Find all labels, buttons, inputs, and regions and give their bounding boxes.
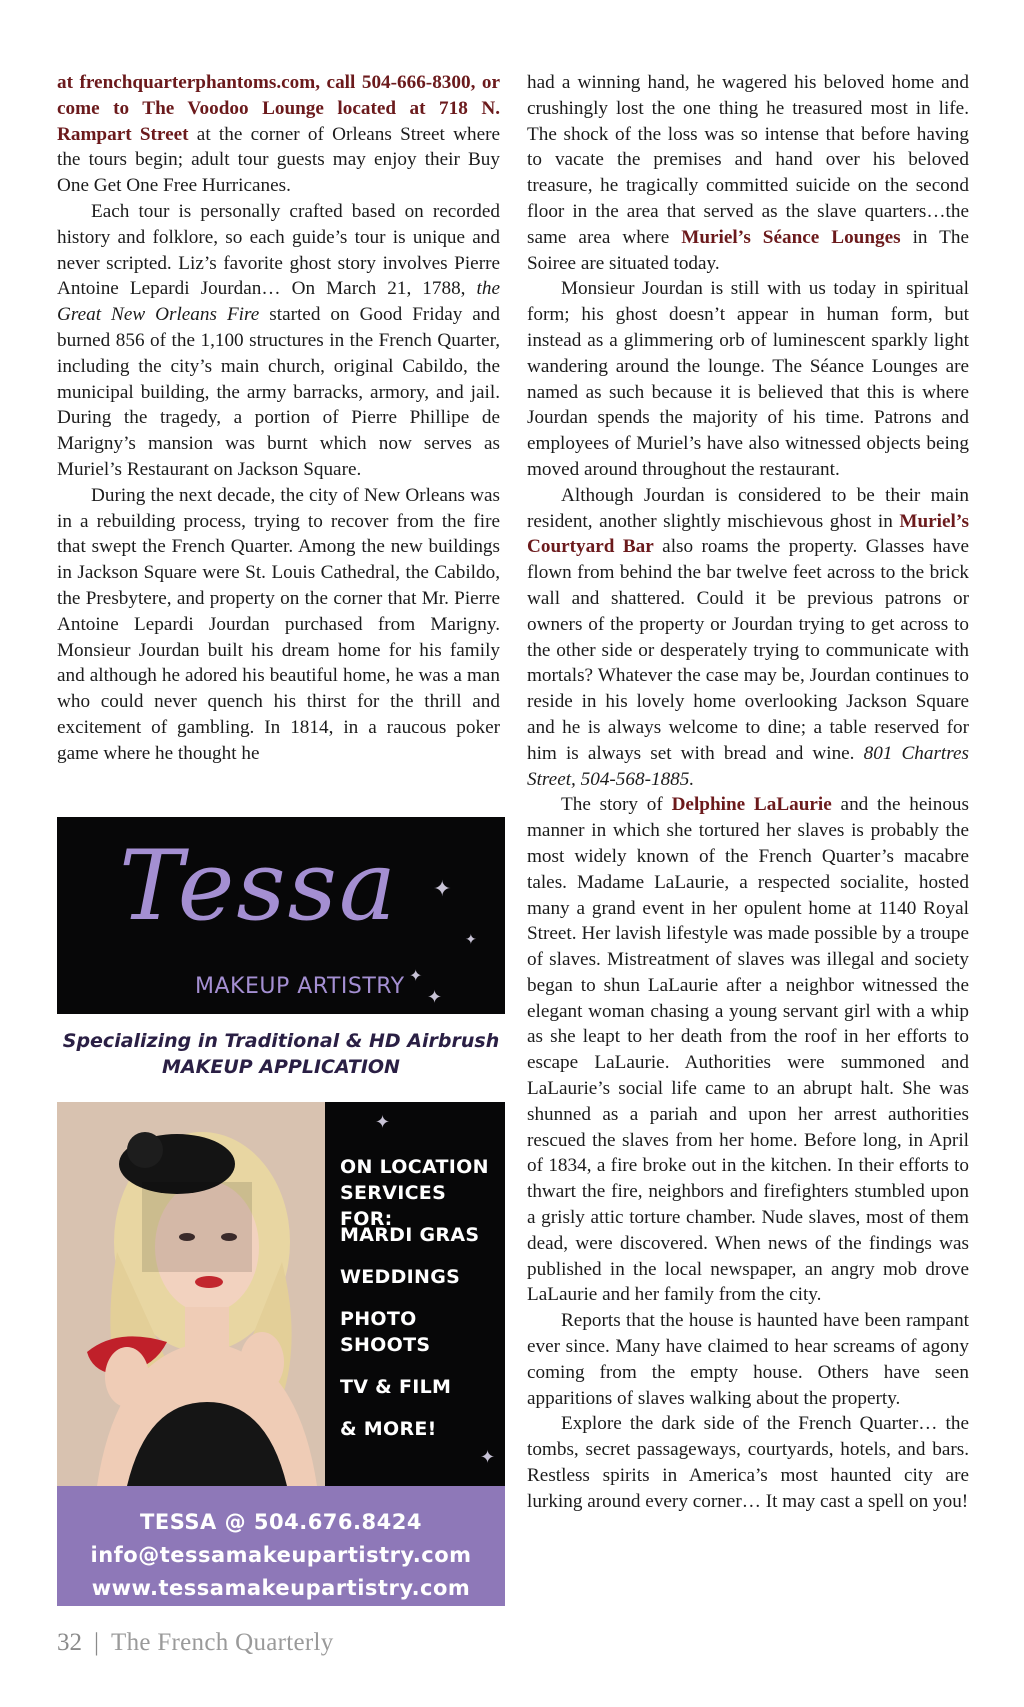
service-photo: PHOTO: [340, 1308, 417, 1330]
right-p3-text-start: Although Jourdan is considered to be their main resident, another slightly mischievous ghost in: [527, 484, 969, 532]
right-p3-text-mid: also roams the property. Glasses have flown from behind the bar twelve feet across to the brick wall and shattered. Could it be previous patrons or owners of the property or Jourdan trying to get across to the other side or desperately trying to communicate with mortals? Whatever the case may be, Jourdan continues to reside in his lovely home overlooking Jackson Square and he is always welcome to dine; a table reserved for him is always set with bread and wine.: [527, 536, 969, 764]
fire-title-italic: the Great New Orleans Fire: [57, 278, 500, 326]
sparkle-icon: ✦: [375, 1112, 391, 1133]
lalaurie-highlight: Delphine LaLaurie: [671, 794, 832, 816]
page-footer: [57, 1628, 334, 1658]
footer-separator: |: [94, 1629, 100, 1656]
right-p4-text-end: and the heinous manner in which she tortured her slaves is probably the most widely known of the French Quarter’s macabre tales. Madame LaLaurie, a respected socialite, hosted many a grand event in her opulent home at 1140 Royal Street. Her lavish lifestyle was made possible by a troupe of slaves. Mistreatment of slaves was illegal and society began to shun LaLaurie after a neighbor witnessed the elegant woman chasing a young servant girl with a whip as she leapt to her death from the roof in her efforts to escape LaLaurie. Authorities were summoned and LaLaurie’s social life came to an abrupt halt. She was shunned as a pariah and upon her arrest authorities rescued the slaves from her home. Before long, in April of 1834, a fire broke out in the kitchen. In their efforts to thwart the fire, neighbors and firefighters stumbled upon a grisly attic torture chamber. Nude slaves, most of them dead, were discovered. When news of the findings was published in the local newspaper, an angry mob drove LaLaurie and her family from the city.: [527, 794, 969, 1306]
courtyard-bar-highlight: Muriel’s Courtyard Bar: [527, 510, 969, 558]
right-p1-text-end: in The Soiree are situated today.: [527, 226, 969, 274]
service-weddings: WEDDINGS: [340, 1266, 461, 1288]
right-paragraph-6: Explore the dark side of the French Quarter… the tombs, secret passageways, courtyards, hotels, and bars. Restless spirits in America’s most haunted city are lurking around every corner… It may cast a spell on you!: [527, 1413, 969, 1512]
right-p1-text-start: had a winning hand, he wagered his beloved home and crushingly lost the one thing he treasured most in life. The shock of the loss was so intense that before having to vacate the premises and hand over his beloved treasure, he tragically committed suicide on the second floor in the area that served as the slave quarters…the same area where: [527, 72, 969, 248]
right-p4-text-start: The story of: [561, 794, 672, 816]
ad-website[interactable]: www.tessamakeupartistry.com: [91, 1576, 471, 1600]
ad-subtitle: MAKEUP ARTISTRY: [195, 974, 405, 999]
ad-logo-area: [57, 817, 505, 1014]
sparkle-icon: ✦: [409, 966, 423, 985]
right-paragraph-5: Reports that the house is haunted have been rampant ever since. Many have claimed to hear screams of agony coming from the empty house. Others have seen apparitions of slaves walking about the property.: [527, 1310, 969, 1409]
left-p2-text-start: Each tour is personally crafted based on recorded history and folklore, so each guide’s tour is unique and never scripted. Liz’s favorite ghost story involves Pierre Antoine Lepardi Jourdan… On March 21, 1788,: [57, 200, 500, 300]
right-paragraph-2: Monsieur Jourdan is still with us today in spiritual form; his ghost doesn’t appear in human form, but instead as a glimmering orb of luminescent sparkly light wandering around the lounge. The Séance Lounges are named as such because it is believed that this is where Jourdan spends the majority of his time. Patrons and employees of Muriel’s have also witnessed objects being moved around throughout the restaurant.: [527, 278, 969, 480]
ad-services-panel: [325, 1102, 505, 1486]
muriels-address-italic: 801 Chartres Street, 504-568-1885.: [527, 742, 969, 790]
left-paragraph-2: [57, 199, 500, 483]
tessa-logo: Tessa: [119, 830, 399, 942]
service-shoots: SHOOTS: [340, 1334, 431, 1356]
left-paragraph-1: [57, 70, 500, 199]
tour-contact-highlight: at frenchquarterphantoms.com, call 504-666-8300, or come to The Voodoo Lounge located at 718 N. Rampart Street: [57, 72, 500, 145]
sparkle-icon: ✦: [465, 932, 477, 948]
tagline-line-2: MAKEUP APPLICATION: [162, 1056, 400, 1078]
tagline-line-1: Specializing in Traditional & HD Airbrush: [62, 1030, 500, 1052]
ad-email[interactable]: info@tessamakeupartistry.com: [90, 1543, 472, 1567]
ad-phone[interactable]: TESSA @ 504.676.8424: [140, 1510, 422, 1534]
left-p1-text: at the corner of Orleans Street where the tours begin; adult tour guests may enjoy their Buy One Get One Free Hurricanes.: [57, 123, 500, 197]
sparkle-icon: ✦: [433, 877, 452, 902]
service-tv-film: TV & FILM: [340, 1376, 452, 1398]
seance-lounges-highlight: Muriel’s Séance Lounges: [681, 226, 901, 248]
right-column: [527, 70, 969, 1515]
model-photo: [57, 1102, 325, 1486]
services-heading-1: ON LOCATION: [340, 1156, 489, 1178]
right-paragraph-4: [527, 792, 969, 1308]
ad-tagline: [57, 1014, 505, 1102]
left-paragraph-3: During the next decade, the city of New Orleans was in a rebuilding process, trying to recover from the fire that swept the French Quarter. Among the new buildings in Jackson Square were St. Louis Cathedral, the Cabildo, the Presbytere, and property on the corner that Mr. Pierre Antoine Lepardi Jourdan purchased from Marigny. Monsieur Jourdan built his dream home for his family and although he adored his beautiful home, he was a man who could never quench his thirst for the thrill and excitement of gambling. In 1814, in a raucous poker game where he thought he: [57, 484, 500, 764]
right-paragraph-3: [527, 483, 969, 793]
left-column: [57, 70, 500, 767]
tessa-advertisement[interactable]: [57, 817, 505, 1606]
sparkle-icon: ✦: [480, 1447, 496, 1468]
sparkle-icon: ✦: [427, 987, 443, 1008]
left-p2-text-end: started on Good Friday and burned 856 of the 1,100 structures in the French Quarter, including the city’s main church, original Cabildo, the municipal building, the army barracks, armory, and jail. During the tragedy, a portion of Pierre Phillipe de Marigny’s mansion was burnt which now serves as Muriel’s Restaurant on Jackson Square.: [57, 304, 500, 480]
services-heading-2: SERVICES FOR:: [340, 1182, 447, 1230]
publication-title: The French Quarterly: [111, 1629, 334, 1656]
ad-contact-panel: [57, 1486, 505, 1606]
model-illustration: [57, 1102, 325, 1486]
right-paragraph-1: [527, 70, 969, 276]
service-more: & MORE!: [340, 1418, 437, 1440]
service-mardi-gras: MARDI GRAS: [340, 1224, 480, 1246]
page-number: 32: [57, 1629, 82, 1656]
